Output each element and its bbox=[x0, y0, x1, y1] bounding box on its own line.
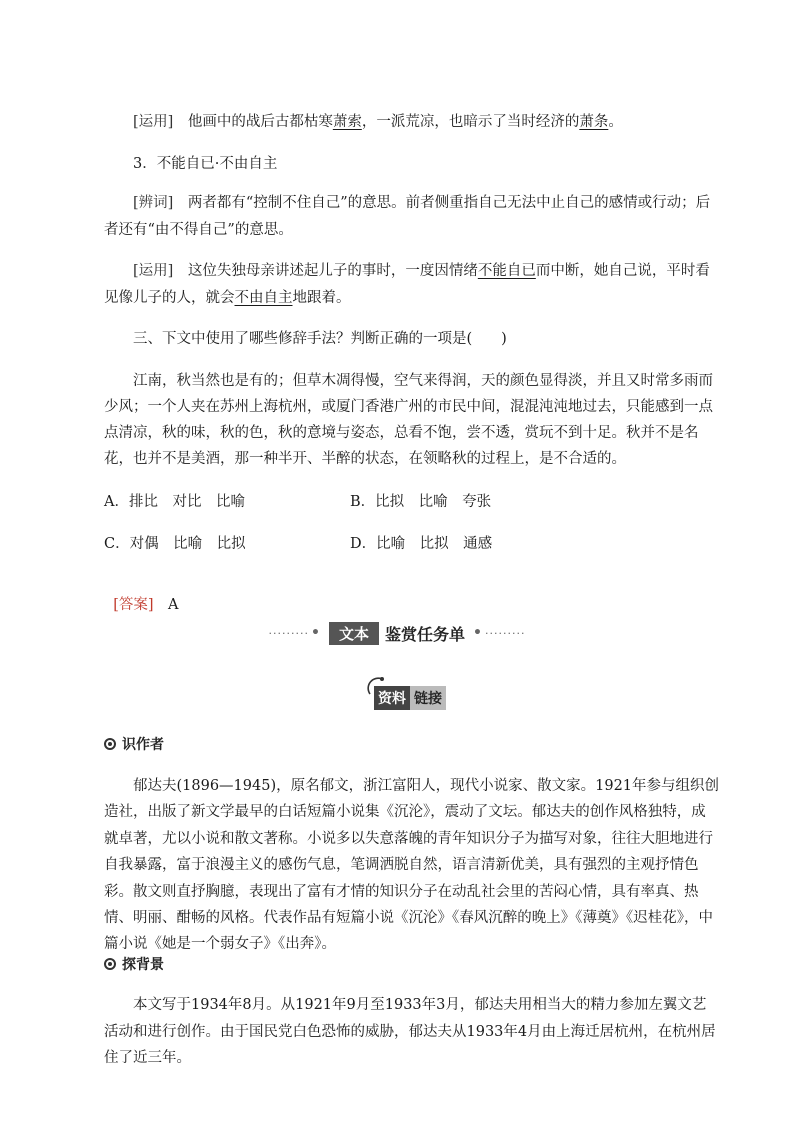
bullet-icon bbox=[104, 958, 116, 970]
section-background-heading bbox=[104, 954, 164, 974]
resource-link-badge bbox=[362, 676, 482, 716]
underlined-word: 萧索 bbox=[332, 114, 362, 130]
section-background-text: 本文写于1934年8月。从1921年9月至1933年3月，郁达夫用相当大的精力参加左翼文艺活动和进行创作。由于国民党白色恐怖的威胁，郁达夫从1933年4月由上海迁居杭州，在杭州居住了近三年。 bbox=[104, 997, 716, 1066]
text-span: 他画中的战后古都枯寒 bbox=[187, 114, 333, 130]
resource-part-2: 链接 bbox=[410, 686, 446, 710]
answer-value: A bbox=[168, 597, 179, 613]
option-a: A．排比 对比 比喻 bbox=[104, 494, 245, 510]
text-span: 而中断，她自己说，平时看见像儿子的人，就会 bbox=[104, 263, 710, 306]
resource-label bbox=[374, 686, 446, 710]
distinguish-tag: [辨词] bbox=[133, 195, 174, 211]
banner-dots-left: ········· • bbox=[268, 625, 321, 641]
banner-dots-right: • ········· bbox=[473, 625, 526, 641]
underlined-word: 不由自主 bbox=[234, 289, 293, 306]
resource-part-1: 资料 bbox=[374, 686, 410, 710]
passage-text: 江南，秋当然也是有的；但草木凋得慢，空气来得润，天的颜色显得淡，并且又时常多雨而少风；一个人夹在苏州上海杭州，或厦门香港广州的市民中间，混混沌沌地过去，只能感到一点点清凉，秋的味，秋的色，秋的意境与姿态，总看不饱，尝不透，赏玩不到十足。秋并不是名花，也并不是美酒，那一种半开、半醉的状态，在领略秋的过程上，是不合适的。 bbox=[104, 373, 713, 467]
section-banner bbox=[0, 622, 794, 644]
distinguish-text: 两者都有“控制不住自己”的意思。前者侧重指自己无法中止自己的感情或行动；后者还有“由不得自己”的意思。 bbox=[104, 195, 711, 238]
banner-box-text: 文本 bbox=[329, 622, 379, 645]
text-span: ，一派荒凉，也暗示了当时经济的 bbox=[361, 114, 580, 130]
usage-paragraph-2 bbox=[104, 258, 720, 311]
option-c: C．对偶 比喻 比拟 bbox=[104, 536, 246, 552]
underlined-word: 萧条 bbox=[579, 114, 609, 130]
distinguish-paragraph bbox=[104, 190, 720, 243]
banner-title: 鉴赏任务单 bbox=[385, 624, 466, 644]
section-author-heading bbox=[104, 734, 164, 754]
section-author-title: 识作者 bbox=[122, 737, 164, 753]
text-span: 地跟着。 bbox=[292, 289, 351, 306]
usage-paragraph-1 bbox=[104, 109, 720, 136]
section-background-title: 探背景 bbox=[122, 957, 164, 973]
bullet-icon bbox=[104, 738, 116, 750]
option-d: D．比喻 比拟 通感 bbox=[350, 536, 493, 552]
item-3-heading: 3．不能自已·不由自主 bbox=[133, 156, 278, 172]
text-span: 这位失独母亲讲述起儿子的事时，一度因情绪 bbox=[187, 263, 478, 279]
text-span: 。 bbox=[608, 114, 623, 130]
option-b: B．比拟 比喻 夸张 bbox=[350, 494, 492, 510]
usage-tag: [运用] bbox=[133, 263, 174, 279]
answer-tag: [答案] bbox=[113, 597, 154, 613]
question-3: 三、下文中使用了哪些修辞手法？判断正确的一项是( ) bbox=[133, 331, 507, 347]
usage-tag: [运用] bbox=[133, 114, 174, 130]
section-author-text: 郁达夫(1896—1945)，原名郁文，浙江富阳人，现代小说家、散文家。1921年参与组织创造社，出版了新文学最早的白话短篇小说集《沉沦》，震动了文坛。郁达夫的创作风格独特，成就卓著，尤以小说和散文著称。小说多以失意落魄的青年知识分子为描写对象，往往大胆地进行自我暴露，富于浪漫主义的感伤气息，笔调洒脱自然，语言清新优美，具有强烈的主观抒情色彩。散文则直抒胸臆，表现出了富有才情的知识分子在动乱社会里的苦闷心情，具有率真、热情、明丽、酣畅的风格。代表作品有短篇小说《沉沦》《春风沉醉的晚上》《薄奠》《迟桂花》，中篇小说《她是一个弱女子》《出奔》。 bbox=[104, 778, 720, 953]
answer-line bbox=[104, 575, 179, 615]
underlined-word: 不能自已 bbox=[477, 263, 536, 279]
